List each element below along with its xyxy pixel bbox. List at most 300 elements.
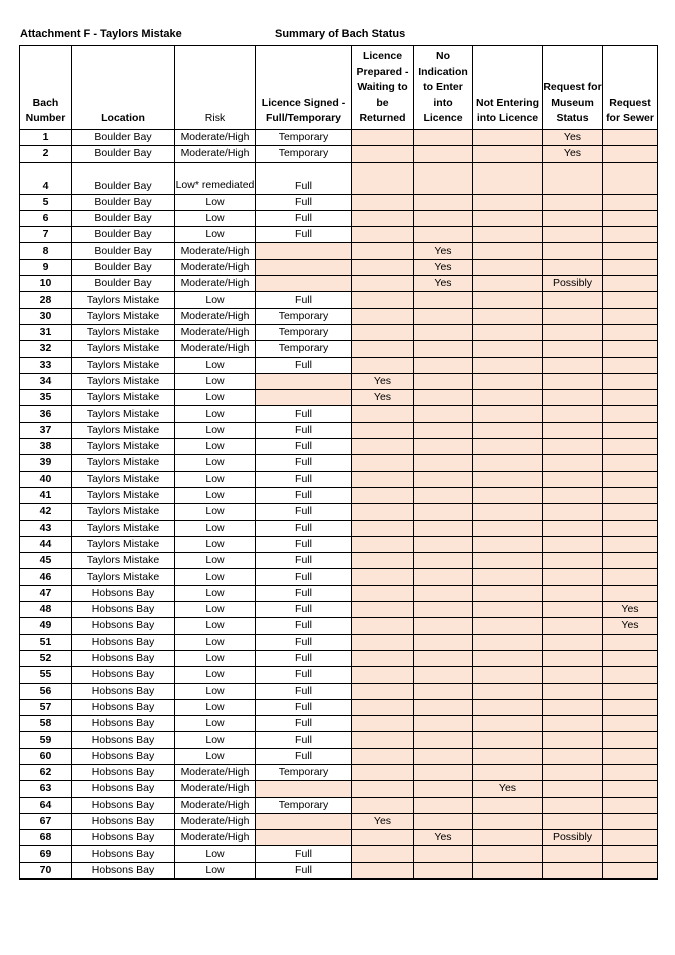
cell-licence-signed: Full [256, 292, 352, 308]
cell-museum-status [543, 227, 603, 243]
cell-museum-status: Yes [543, 130, 603, 146]
table-row [20, 373, 658, 389]
cell-location: Hobsons Bay [72, 634, 175, 650]
cell-bach-number: 55 [20, 667, 72, 683]
cell-bach-number: 32 [20, 341, 72, 357]
cell-risk: Moderate/High [175, 341, 256, 357]
cell-risk: Low [175, 618, 256, 634]
cell-licence-prepared [352, 716, 414, 732]
cell-risk: Low [175, 439, 256, 455]
cell-risk: Moderate/High [175, 324, 256, 340]
cell-licence-signed [256, 390, 352, 406]
cell-licence-signed: Temporary [256, 797, 352, 813]
cell-licence-signed: Full [256, 520, 352, 536]
cell-risk: Moderate/High [175, 259, 256, 275]
cell-bach-number: 37 [20, 422, 72, 438]
cell-licence-prepared [352, 162, 414, 194]
cell-risk: Low [175, 390, 256, 406]
cell-no-indication [414, 602, 473, 618]
table-row [20, 716, 658, 732]
cell-museum-status [543, 781, 603, 797]
cell-location: Hobsons Bay [72, 764, 175, 780]
cell-sewer [603, 813, 658, 829]
cell-risk: Low [175, 732, 256, 748]
cell-risk: Low [175, 569, 256, 585]
cell-bach-number: 47 [20, 585, 72, 601]
table-row [20, 308, 658, 324]
cell-no-indication [414, 292, 473, 308]
cell-bach-number: 44 [20, 536, 72, 552]
cell-sewer [603, 764, 658, 780]
cell-museum-status [543, 439, 603, 455]
table-row [20, 390, 658, 406]
cell-risk: Low [175, 210, 256, 226]
cell-risk: Low [175, 634, 256, 650]
cell-museum-status [543, 243, 603, 259]
cell-licence-prepared [352, 846, 414, 862]
table-header-row [20, 46, 658, 130]
table-row [20, 764, 658, 780]
cell-sewer [603, 341, 658, 357]
cell-museum-status [543, 504, 603, 520]
cell-licence-prepared [352, 194, 414, 210]
cell-not-entering [473, 276, 543, 292]
cell-not-entering [473, 764, 543, 780]
table-row [20, 650, 658, 666]
table-row [20, 813, 658, 829]
cell-location: Taylors Mistake [72, 504, 175, 520]
cell-location: Taylors Mistake [72, 357, 175, 373]
cell-licence-signed: Temporary [256, 764, 352, 780]
cell-licence-signed: Temporary [256, 324, 352, 340]
table-row [20, 406, 658, 422]
cell-location: Taylors Mistake [72, 324, 175, 340]
cell-location: Hobsons Bay [72, 813, 175, 829]
table-row [20, 683, 658, 699]
cell-museum-status: Yes [543, 146, 603, 162]
cell-location: Boulder Bay [72, 227, 175, 243]
table-row [20, 227, 658, 243]
cell-bach-number: 69 [20, 846, 72, 862]
cell-licence-prepared [352, 748, 414, 764]
col-header-no-indication: No Indication to Enter into Licence [414, 46, 473, 130]
cell-sewer [603, 667, 658, 683]
cell-not-entering [473, 210, 543, 226]
cell-location: Hobsons Bay [72, 862, 175, 879]
cell-licence-prepared [352, 471, 414, 487]
cell-sewer [603, 536, 658, 552]
cell-no-indication [414, 797, 473, 813]
cell-licence-signed [256, 259, 352, 275]
cell-risk: Low [175, 716, 256, 732]
cell-no-indication [414, 732, 473, 748]
cell-museum-status: Possibly [543, 276, 603, 292]
cell-museum-status [543, 553, 603, 569]
cell-not-entering [473, 243, 543, 259]
cell-no-indication [414, 422, 473, 438]
cell-not-entering [473, 162, 543, 194]
cell-not-entering [473, 373, 543, 389]
table-row [20, 781, 658, 797]
cell-sewer [603, 227, 658, 243]
cell-bach-number: 28 [20, 292, 72, 308]
cell-licence-prepared [352, 520, 414, 536]
cell-museum-status [543, 259, 603, 275]
cell-sewer [603, 520, 658, 536]
cell-not-entering [473, 487, 543, 503]
cell-risk: Moderate/High [175, 276, 256, 292]
cell-risk: Moderate/High [175, 813, 256, 829]
cell-no-indication [414, 146, 473, 162]
cell-no-indication [414, 634, 473, 650]
cell-sewer [603, 830, 658, 846]
cell-museum-status [543, 634, 603, 650]
table-row [20, 585, 658, 601]
cell-no-indication: Yes [414, 243, 473, 259]
cell-licence-signed: Full [256, 553, 352, 569]
cell-museum-status [543, 324, 603, 340]
cell-sewer [603, 569, 658, 585]
table-row [20, 520, 658, 536]
cell-sewer [603, 862, 658, 879]
cell-bach-number: 51 [20, 634, 72, 650]
cell-not-entering [473, 194, 543, 210]
cell-bach-number: 30 [20, 308, 72, 324]
cell-no-indication [414, 650, 473, 666]
cell-location: Boulder Bay [72, 276, 175, 292]
cell-licence-signed: Full [256, 732, 352, 748]
cell-museum-status [543, 862, 603, 879]
cell-licence-signed: Full [256, 455, 352, 471]
table-row [20, 357, 658, 373]
cell-location: Boulder Bay [72, 130, 175, 146]
cell-location: Hobsons Bay [72, 846, 175, 862]
cell-risk: Low [175, 683, 256, 699]
cell-bach-number: 6 [20, 210, 72, 226]
cell-location: Taylors Mistake [72, 341, 175, 357]
table-row [20, 569, 658, 585]
cell-museum-status [543, 520, 603, 536]
cell-bach-number: 68 [20, 830, 72, 846]
cell-no-indication: Yes [414, 830, 473, 846]
cell-no-indication [414, 455, 473, 471]
cell-location: Boulder Bay [72, 243, 175, 259]
cell-location: Boulder Bay [72, 146, 175, 162]
cell-risk: Moderate/High [175, 764, 256, 780]
cell-sewer [603, 292, 658, 308]
cell-risk: Low [175, 357, 256, 373]
cell-licence-signed [256, 781, 352, 797]
cell-location: Hobsons Bay [72, 716, 175, 732]
cell-risk: Moderate/High [175, 308, 256, 324]
cell-licence-signed [256, 813, 352, 829]
cell-licence-signed: Temporary [256, 146, 352, 162]
cell-licence-signed: Full [256, 862, 352, 879]
cell-licence-signed: Full [256, 716, 352, 732]
cell-licence-signed: Full [256, 227, 352, 243]
cell-bach-number: 31 [20, 324, 72, 340]
cell-museum-status [543, 748, 603, 764]
cell-no-indication [414, 390, 473, 406]
cell-bach-number: 39 [20, 455, 72, 471]
cell-not-entering [473, 650, 543, 666]
table-row [20, 830, 658, 846]
cell-no-indication: Yes [414, 259, 473, 275]
table-row [20, 732, 658, 748]
cell-no-indication [414, 210, 473, 226]
cell-risk: Low [175, 471, 256, 487]
cell-not-entering [473, 536, 543, 552]
cell-licence-prepared [352, 504, 414, 520]
cell-licence-prepared [352, 830, 414, 846]
cell-museum-status: Possibly [543, 830, 603, 846]
cell-location: Boulder Bay [72, 194, 175, 210]
cell-location: Taylors Mistake [72, 422, 175, 438]
cell-sewer [603, 585, 658, 601]
cell-risk: Moderate/High [175, 146, 256, 162]
cell-sewer [603, 259, 658, 275]
cell-museum-status [543, 650, 603, 666]
cell-bach-number: 63 [20, 781, 72, 797]
cell-licence-prepared [352, 243, 414, 259]
cell-licence-signed: Full [256, 846, 352, 862]
cell-no-indication [414, 553, 473, 569]
cell-museum-status [543, 846, 603, 862]
cell-sewer [603, 650, 658, 666]
cell-location: Hobsons Bay [72, 650, 175, 666]
cell-no-indication [414, 764, 473, 780]
cell-location: Taylors Mistake [72, 308, 175, 324]
table-row [20, 846, 658, 862]
attachment-title: Attachment F - Taylors Mistake [20, 28, 182, 40]
cell-no-indication [414, 569, 473, 585]
cell-licence-signed: Full [256, 357, 352, 373]
cell-no-indication [414, 585, 473, 601]
cell-bach-number: 46 [20, 569, 72, 585]
cell-licence-signed [256, 373, 352, 389]
cell-bach-number: 38 [20, 439, 72, 455]
cell-risk: Low [175, 373, 256, 389]
cell-bach-number: 2 [20, 146, 72, 162]
cell-bach-number: 35 [20, 390, 72, 406]
col-header-licence-prepared: Licence Prepared - Waiting to be Returned [352, 46, 414, 130]
cell-sewer [603, 846, 658, 862]
cell-bach-number: 33 [20, 357, 72, 373]
cell-licence-prepared [352, 422, 414, 438]
cell-location: Hobsons Bay [72, 585, 175, 601]
col-header-licence-signed: Licence Signed - Full/Temporary [256, 46, 352, 130]
cell-risk: Low [175, 602, 256, 618]
cell-location: Taylors Mistake [72, 373, 175, 389]
table-row [20, 862, 658, 879]
cell-bach-number: 4 [20, 162, 72, 194]
cell-location: Taylors Mistake [72, 471, 175, 487]
cell-location: Hobsons Bay [72, 830, 175, 846]
cell-museum-status [543, 683, 603, 699]
cell-museum-status [543, 699, 603, 715]
cell-bach-number: 62 [20, 764, 72, 780]
cell-location: Boulder Bay [72, 162, 175, 194]
cell-no-indication [414, 504, 473, 520]
table-row [20, 504, 658, 520]
cell-risk: Low* remediated [175, 162, 256, 194]
cell-risk: Moderate/High [175, 130, 256, 146]
cell-bach-number: 7 [20, 227, 72, 243]
cell-sewer [603, 146, 658, 162]
table-row [20, 699, 658, 715]
cell-licence-prepared [352, 292, 414, 308]
cell-licence-signed: Full [256, 504, 352, 520]
cell-location: Taylors Mistake [72, 487, 175, 503]
cell-risk: Low [175, 748, 256, 764]
cell-licence-signed: Full [256, 422, 352, 438]
bach-status-table [19, 45, 658, 880]
cell-not-entering [473, 357, 543, 373]
cell-bach-number: 42 [20, 504, 72, 520]
cell-sewer [603, 357, 658, 373]
cell-no-indication [414, 341, 473, 357]
cell-not-entering [473, 292, 543, 308]
cell-location: Taylors Mistake [72, 406, 175, 422]
cell-no-indication [414, 406, 473, 422]
cell-location: Taylors Mistake [72, 553, 175, 569]
cell-no-indication [414, 667, 473, 683]
cell-no-indication [414, 618, 473, 634]
cell-licence-prepared [352, 357, 414, 373]
cell-licence-signed: Full [256, 748, 352, 764]
cell-not-entering [473, 406, 543, 422]
cell-museum-status [543, 716, 603, 732]
cell-not-entering [473, 585, 543, 601]
cell-licence-signed: Full [256, 667, 352, 683]
cell-museum-status [543, 162, 603, 194]
cell-location: Taylors Mistake [72, 292, 175, 308]
cell-not-entering [473, 862, 543, 879]
cell-licence-prepared [352, 146, 414, 162]
cell-not-entering: Yes [473, 781, 543, 797]
cell-location: Taylors Mistake [72, 536, 175, 552]
cell-not-entering [473, 748, 543, 764]
cell-licence-prepared [352, 650, 414, 666]
cell-licence-prepared [352, 764, 414, 780]
cell-licence-signed: Temporary [256, 308, 352, 324]
cell-not-entering [473, 699, 543, 715]
table-row [20, 797, 658, 813]
cell-licence-prepared [352, 683, 414, 699]
cell-no-indication [414, 471, 473, 487]
cell-sewer [603, 781, 658, 797]
cell-risk: Low [175, 504, 256, 520]
cell-risk: Moderate/High [175, 830, 256, 846]
table-row [20, 471, 658, 487]
cell-no-indication: Yes [414, 276, 473, 292]
cell-location: Boulder Bay [72, 210, 175, 226]
cell-licence-signed: Full [256, 194, 352, 210]
cell-museum-status [543, 471, 603, 487]
cell-not-entering [473, 797, 543, 813]
cell-sewer [603, 308, 658, 324]
cell-licence-signed: Full [256, 585, 352, 601]
col-header-bach-number: Bach Number [20, 46, 72, 130]
cell-not-entering [473, 341, 543, 357]
cell-licence-signed: Full [256, 439, 352, 455]
cell-no-indication [414, 813, 473, 829]
cell-location: Hobsons Bay [72, 797, 175, 813]
cell-location: Taylors Mistake [72, 390, 175, 406]
cell-museum-status [543, 210, 603, 226]
cell-licence-prepared: Yes [352, 813, 414, 829]
cell-licence-prepared [352, 699, 414, 715]
cell-no-indication [414, 846, 473, 862]
cell-not-entering [473, 324, 543, 340]
cell-bach-number: 5 [20, 194, 72, 210]
cell-licence-signed: Temporary [256, 130, 352, 146]
cell-risk: Moderate/High [175, 243, 256, 259]
cell-sewer [603, 373, 658, 389]
cell-location: Taylors Mistake [72, 520, 175, 536]
cell-not-entering [473, 602, 543, 618]
cell-location: Hobsons Bay [72, 667, 175, 683]
cell-risk: Low [175, 292, 256, 308]
cell-licence-signed [256, 830, 352, 846]
cell-bach-number: 1 [20, 130, 72, 146]
cell-risk: Low [175, 194, 256, 210]
cell-museum-status [543, 292, 603, 308]
cell-licence-signed: Full [256, 162, 352, 194]
cell-not-entering [473, 308, 543, 324]
cell-licence-prepared [352, 618, 414, 634]
cell-licence-signed: Full [256, 536, 352, 552]
cell-licence-prepared [352, 634, 414, 650]
cell-licence-prepared [352, 732, 414, 748]
cell-no-indication [414, 716, 473, 732]
cell-no-indication [414, 781, 473, 797]
cell-bach-number: 70 [20, 862, 72, 879]
cell-not-entering [473, 439, 543, 455]
table-row [20, 667, 658, 683]
cell-not-entering [473, 520, 543, 536]
cell-sewer [603, 390, 658, 406]
cell-not-entering [473, 732, 543, 748]
cell-location: Hobsons Bay [72, 748, 175, 764]
cell-not-entering [473, 830, 543, 846]
cell-risk: Moderate/High [175, 797, 256, 813]
cell-museum-status [543, 357, 603, 373]
cell-no-indication [414, 439, 473, 455]
cell-sewer [603, 439, 658, 455]
cell-licence-signed: Full [256, 471, 352, 487]
cell-location: Boulder Bay [72, 259, 175, 275]
cell-risk: Low [175, 650, 256, 666]
cell-museum-status [543, 390, 603, 406]
table-row [20, 210, 658, 226]
table-row [20, 162, 658, 194]
cell-licence-signed: Temporary [256, 341, 352, 357]
cell-bach-number: 64 [20, 797, 72, 813]
table-row [20, 422, 658, 438]
cell-bach-number: 56 [20, 683, 72, 699]
cell-sewer [603, 748, 658, 764]
cell-not-entering [473, 716, 543, 732]
cell-museum-status [543, 732, 603, 748]
table-row [20, 553, 658, 569]
cell-licence-prepared [352, 130, 414, 146]
cell-licence-signed: Full [256, 634, 352, 650]
cell-not-entering [473, 422, 543, 438]
cell-sewer [603, 797, 658, 813]
cell-no-indication [414, 520, 473, 536]
cell-museum-status [543, 618, 603, 634]
